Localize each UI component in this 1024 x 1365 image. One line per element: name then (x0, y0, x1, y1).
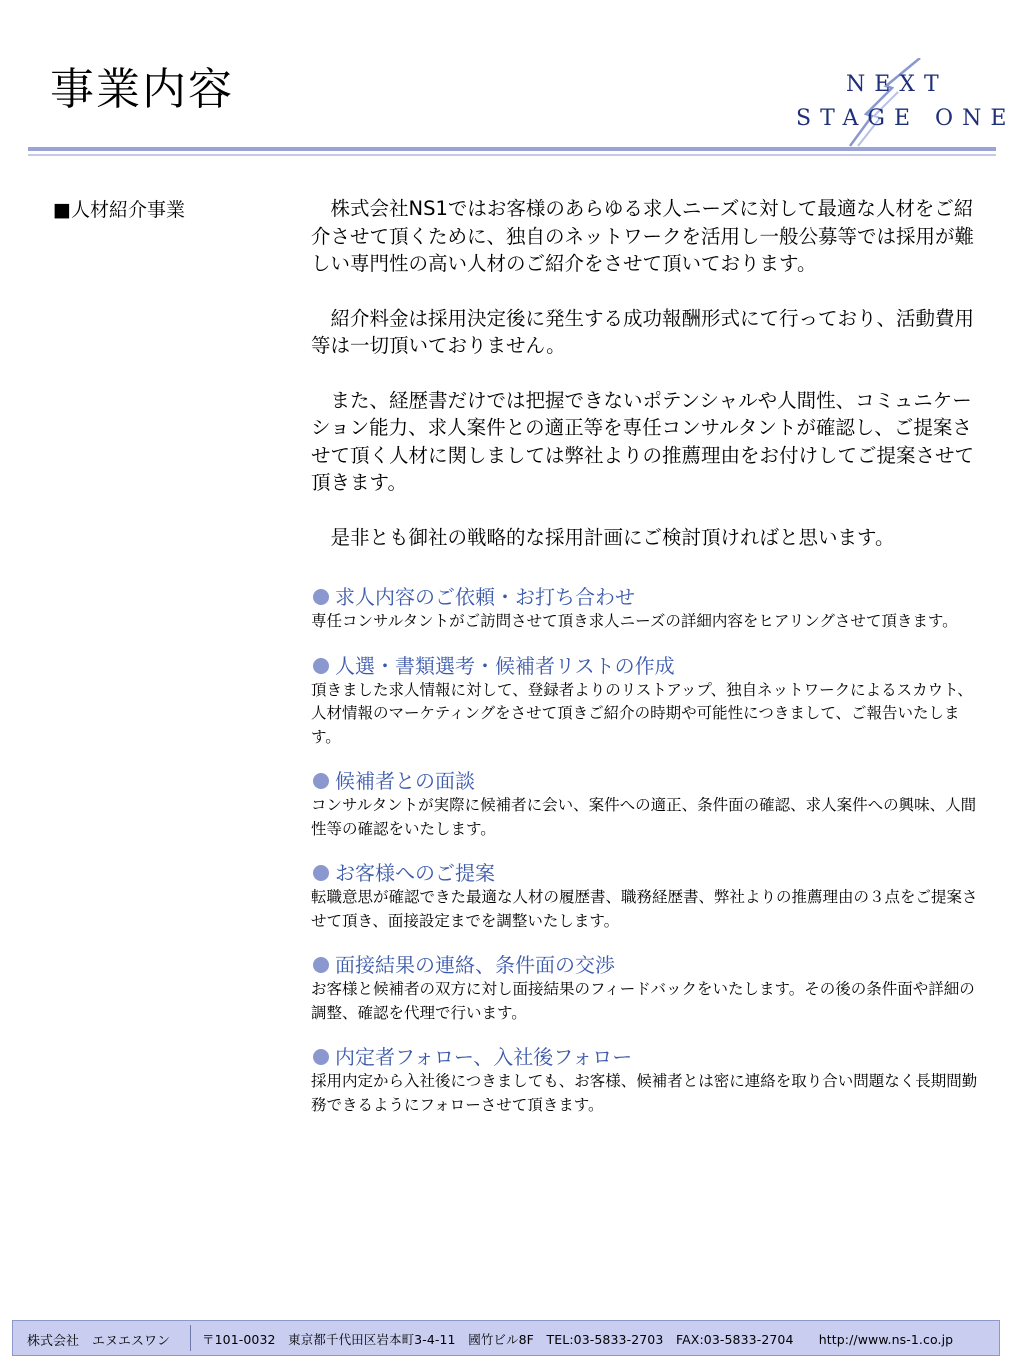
step-title (311, 1044, 987, 1070)
step-title (311, 860, 987, 886)
bullet-icon (313, 658, 329, 674)
step-title-text: 求人内容のご依頼・お打ち合わせ (335, 585, 635, 609)
step-title-text: お客様へのご提案 (335, 861, 495, 885)
step-title (311, 653, 987, 679)
logo-text-stage-one: STAGE ONE (796, 106, 1016, 131)
bullet-icon (313, 1049, 329, 1065)
process-step (311, 1044, 987, 1117)
step-description: コンサルタントが実際に候補者に会い、案件への適正、条件面の確認、求人案件への興味、人間性等の確認をいたします。 (311, 796, 977, 838)
footer-divider (190, 1325, 191, 1351)
step-description: 専任コンサルタントがご訪問させて頂き求人ニーズの詳細内容をヒアリングさせて頂きます。 (311, 612, 958, 630)
process-step (311, 860, 987, 933)
step-title-text: 内定者フォロー、入社後フォロー (335, 1045, 633, 1069)
process-step (311, 952, 987, 1025)
screening-paragraph: また、経歴書だけでは把握できないポテンシャルや人間性、コミュニケーション能力、求人案件との適正等を専任コンサルタントが確認し、ご提案させて頂く人材に関しましては弊社よりの推薦理由をお付けしてご提案させて頂きます。 (311, 388, 975, 494)
step-description: 転職意思が確認できた最適な人材の履歴書、職務経歴書、弊社よりの推薦理由の３点をご提案させて頂き、面接設定までを調整いたします。 (311, 888, 978, 930)
bullet-icon (313, 957, 329, 973)
header-divider (28, 147, 996, 157)
footer-contact-info: 〒101-0032 東京都千代田区岩本町3-4-11 國竹ビル8F TEL:03-5833-2703 FAX:03-5833-2704 http://www.ns-1.co.jp (202, 1332, 954, 1347)
step-title (311, 952, 987, 978)
bullet-icon (313, 589, 329, 605)
step-title (311, 768, 987, 794)
process-step (311, 584, 987, 634)
page-title: 事業内容 (50, 64, 234, 115)
step-description: 頂きました求人情報に対して、登録者よりのリストアップ、独自ネットワークによるスカウト、人材情報のマーケティングをさせて頂きご紹介の時期や可能性につきまして、ご報告いたします。 (311, 680, 973, 746)
step-title-text: 候補者との面談 (335, 769, 475, 793)
step-title (311, 584, 987, 610)
bullet-icon (313, 865, 329, 881)
step-title-text: 人選・書類選考・候補者リストの作成 (335, 653, 675, 678)
step-description: 採用内定から入社後につきましても、お客様、候補者とは密に連絡を取り合い問題なく長期間勤務できるようにフォローさせて頂きます。 (311, 1072, 978, 1114)
step-title-text: 面接結果の連絡、条件面の交渉 (335, 953, 615, 977)
logo-text-next: NEXT (846, 72, 948, 97)
company-logo (780, 58, 1016, 148)
main-content (311, 195, 987, 1136)
closing-paragraph: 是非とも御社の戦略的な採用計画にご検討頂ければと思います。 (330, 525, 895, 549)
footer-bar (12, 1320, 1000, 1356)
process-step (311, 768, 987, 841)
intro-paragraph: 株式会社NS1ではお客様のあらゆる求人ニーズに対して最適な人材をご紹介させて頂くために、独自のネットワークを活用し一般公募等では採用が難しい専門性の高い人材のご紹介をさせて頂いております。 (311, 197, 975, 275)
process-step (311, 653, 987, 750)
footer-company-name: 株式会社 エヌエスワン (27, 1334, 171, 1349)
section-label: ■人材紹介事業 (53, 199, 185, 221)
step-description: お客様と候補者の双方に対し面接結果のフィードバックをいたします。その後の条件面や詳細の調整、確認を代理で行います。 (311, 980, 975, 1022)
bullet-icon (313, 773, 329, 789)
fee-paragraph: 紹介料金は採用決定後に発生する成功報酬形式にて行っており、活動費用等は一切頂いておりません。 (311, 306, 975, 357)
